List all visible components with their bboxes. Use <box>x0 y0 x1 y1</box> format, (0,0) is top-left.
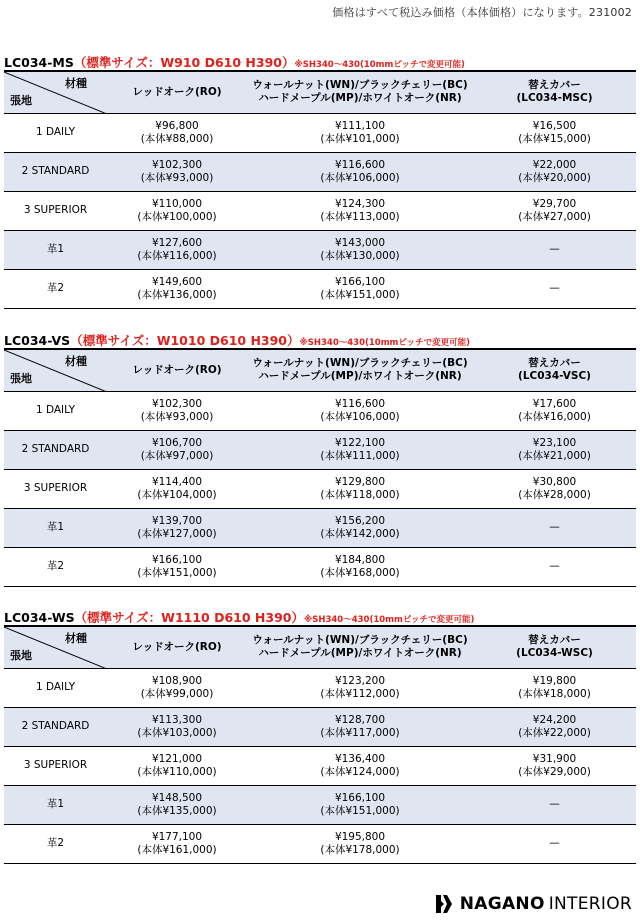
diagonal-header-cell <box>4 71 107 113</box>
price-cell-ro: ¥102,300 (本体¥93,000) <box>107 391 247 430</box>
col-red-oak-header: レッドオーク(RO) <box>107 626 247 668</box>
col-cover-header: 替えカバー (LC034-WSC) <box>473 626 636 668</box>
price-cell-ro: ¥114,400 (本体¥104,000) <box>107 469 247 508</box>
table-row <box>4 707 636 746</box>
seat-height-note: ※SH340～430(10mmピッチで変更可能) <box>294 60 465 70</box>
price-cell-ro: ¥127,600 (本体¥116,000) <box>107 230 247 269</box>
upholstery-label: 張地 <box>10 93 32 107</box>
price-cell-wn: ¥195,800 (本体¥178,000) <box>247 824 473 863</box>
material-label: 材種 <box>65 355 87 368</box>
price-cell-cover: — <box>473 547 636 586</box>
table-row <box>4 547 636 586</box>
price-cell-ro: ¥106,700 (本体¥97,000) <box>107 430 247 469</box>
table-row <box>4 230 636 269</box>
price-cell-cover: ¥19,800 (本体¥18,000) <box>473 668 636 707</box>
price-cell-cover: ¥30,800 (本体¥28,000) <box>473 469 636 508</box>
price-cell-ro: ¥148,500 (本体¥135,000) <box>107 785 247 824</box>
col-cover-header: 替えカバー (LC034-MSC) <box>473 71 636 113</box>
nagano-logo-mark-icon <box>434 893 454 915</box>
grade-cell: 1 DAILY <box>4 113 107 152</box>
seat-height-note: ※SH340～430(10mmピッチで変更可能) <box>303 615 475 625</box>
section-title <box>4 333 636 348</box>
table-row <box>4 785 636 824</box>
material-label: 材種 <box>65 632 87 645</box>
table-row <box>4 824 636 863</box>
price-cell-cover: — <box>473 824 636 863</box>
price-cell-cover: — <box>473 508 636 547</box>
grade-cell: 革2 <box>4 824 107 863</box>
material-label: 材種 <box>65 77 87 90</box>
table-row <box>4 430 636 469</box>
table-header-row <box>4 349 636 391</box>
table-row <box>4 113 636 152</box>
col-walnut-etc-header: ウォールナット(WN)/ブラックチェリー(BC) ハードメープル(MP)/ホワイトオーク(NR) <box>247 626 473 668</box>
standard-size: （標準サイズ：W1010 D610 H390） <box>70 333 300 348</box>
price-cell-cover: ¥24,200 (本体¥22,000) <box>473 707 636 746</box>
seat-height-note: ※SH340～430(10mmピッチで変更可能) <box>299 338 470 348</box>
price-cell-cover: — <box>473 785 636 824</box>
price-cell-wn: ¥122,100 (本体¥111,000) <box>247 430 473 469</box>
price-cell-wn: ¥116,600 (本体¥106,000) <box>247 152 473 191</box>
table-row <box>4 746 636 785</box>
table-header-row <box>4 626 636 668</box>
standard-size: （標準サイズ：W910 D610 H390） <box>73 55 295 70</box>
grade-cell: 2 STANDARD <box>4 707 107 746</box>
table-header-row <box>4 71 636 113</box>
table-row <box>4 469 636 508</box>
price-cell-cover: ¥23,100 (本体¥21,000) <box>473 430 636 469</box>
table-row <box>4 391 636 430</box>
brand-name-bold: NAGANO <box>459 894 545 914</box>
price-cell-wn: ¥166,100 (本体¥151,000) <box>247 785 473 824</box>
grade-cell: 革2 <box>4 547 107 586</box>
col-red-oak-header: レッドオーク(RO) <box>107 71 247 113</box>
price-cell-wn: ¥184,800 (本体¥168,000) <box>247 547 473 586</box>
upholstery-label: 張地 <box>10 648 32 662</box>
brand-logo <box>434 892 632 916</box>
upholstery-label: 張地 <box>10 371 32 385</box>
price-cell-ro: ¥177,100 (本体¥161,000) <box>107 824 247 863</box>
price-cell-wn: ¥143,000 (本体¥130,000) <box>247 230 473 269</box>
table-row <box>4 668 636 707</box>
price-cell-cover: ¥17,600 (本体¥16,000) <box>473 391 636 430</box>
price-cell-cover: ¥31,900 (本体¥29,000) <box>473 746 636 785</box>
grade-cell: 3 SUPERIOR <box>4 469 107 508</box>
grade-cell: 2 STANDARD <box>4 152 107 191</box>
table-row <box>4 508 636 547</box>
grade-cell: 1 DAILY <box>4 391 107 430</box>
price-cell-wn: ¥136,400 (本体¥124,000) <box>247 746 473 785</box>
grade-cell: 革1 <box>4 230 107 269</box>
price-cell-ro: ¥113,300 (本体¥103,000) <box>107 707 247 746</box>
price-section-vs <box>4 333 636 587</box>
price-cell-cover: — <box>473 269 636 308</box>
price-cell-wn: ¥116,600 (本体¥106,000) <box>247 391 473 430</box>
col-cover-header: 替えカバー (LC034-VSC) <box>473 349 636 391</box>
grade-cell: 革1 <box>4 508 107 547</box>
price-cell-wn: ¥124,300 (本体¥113,000) <box>247 191 473 230</box>
price-cell-wn: ¥123,200 (本体¥112,000) <box>247 668 473 707</box>
price-cell-cover: ¥16,500 (本体¥15,000) <box>473 113 636 152</box>
price-cell-cover: ¥29,700 (本体¥27,000) <box>473 191 636 230</box>
price-table <box>4 70 636 309</box>
section-title <box>4 610 636 625</box>
table-row <box>4 152 636 191</box>
price-cell-ro: ¥108,900 (本体¥99,000) <box>107 668 247 707</box>
grade-cell: 3 SUPERIOR <box>4 746 107 785</box>
diagonal-header-cell <box>4 626 107 668</box>
price-cell-wn: ¥128,700 (本体¥117,000) <box>247 707 473 746</box>
col-walnut-etc-header: ウォールナット(WN)/ブラックチェリー(BC) ハードメープル(MP)/ホワイトオーク(NR) <box>247 349 473 391</box>
grade-cell: 革1 <box>4 785 107 824</box>
price-section-ms <box>4 55 636 309</box>
price-cell-wn: ¥111,100 (本体¥101,000) <box>247 113 473 152</box>
price-cell-ro: ¥149,600 (本体¥136,000) <box>107 269 247 308</box>
price-cell-wn: ¥166,100 (本体¥151,000) <box>247 269 473 308</box>
col-red-oak-header: レッドオーク(RO) <box>107 349 247 391</box>
price-cell-ro: ¥139,700 (本体¥127,000) <box>107 508 247 547</box>
price-cell-ro: ¥166,100 (本体¥151,000) <box>107 547 247 586</box>
col-walnut-etc-header: ウォールナット(WN)/ブラックチェリー(BC) ハードメープル(MP)/ホワイトオーク(NR) <box>247 71 473 113</box>
price-cell-wn: ¥129,800 (本体¥118,000) <box>247 469 473 508</box>
price-cell-cover: ¥22,000 (本体¥20,000) <box>473 152 636 191</box>
grade-cell: 革2 <box>4 269 107 308</box>
table-row <box>4 191 636 230</box>
price-table <box>4 348 636 587</box>
price-cell-ro: ¥121,000 (本体¥110,000) <box>107 746 247 785</box>
model-name: LC034-MS <box>4 55 74 70</box>
price-section-ws <box>4 610 636 864</box>
model-name: LC034-WS <box>4 610 75 625</box>
grade-cell: 1 DAILY <box>4 668 107 707</box>
diagonal-header-cell <box>4 349 107 391</box>
price-cell-ro: ¥96,800 (本体¥88,000) <box>107 113 247 152</box>
model-name: LC034-VS <box>4 333 71 348</box>
table-row <box>4 269 636 308</box>
price-cell-ro: ¥110,000 (本体¥100,000) <box>107 191 247 230</box>
section-title <box>4 55 636 70</box>
price-cell-cover: — <box>473 230 636 269</box>
price-table <box>4 625 636 864</box>
grade-cell: 2 STANDARD <box>4 430 107 469</box>
brand-name-light: INTERIOR <box>548 894 632 914</box>
price-cell-wn: ¥156,200 (本体¥142,000) <box>247 508 473 547</box>
price-cell-ro: ¥102,300 (本体¥93,000) <box>107 152 247 191</box>
standard-size: （標準サイズ：W1110 D610 H390） <box>74 610 304 625</box>
price-note: 価格はすべて税込み価格（本体価格）になります。231002 <box>332 6 632 19</box>
grade-cell: 3 SUPERIOR <box>4 191 107 230</box>
